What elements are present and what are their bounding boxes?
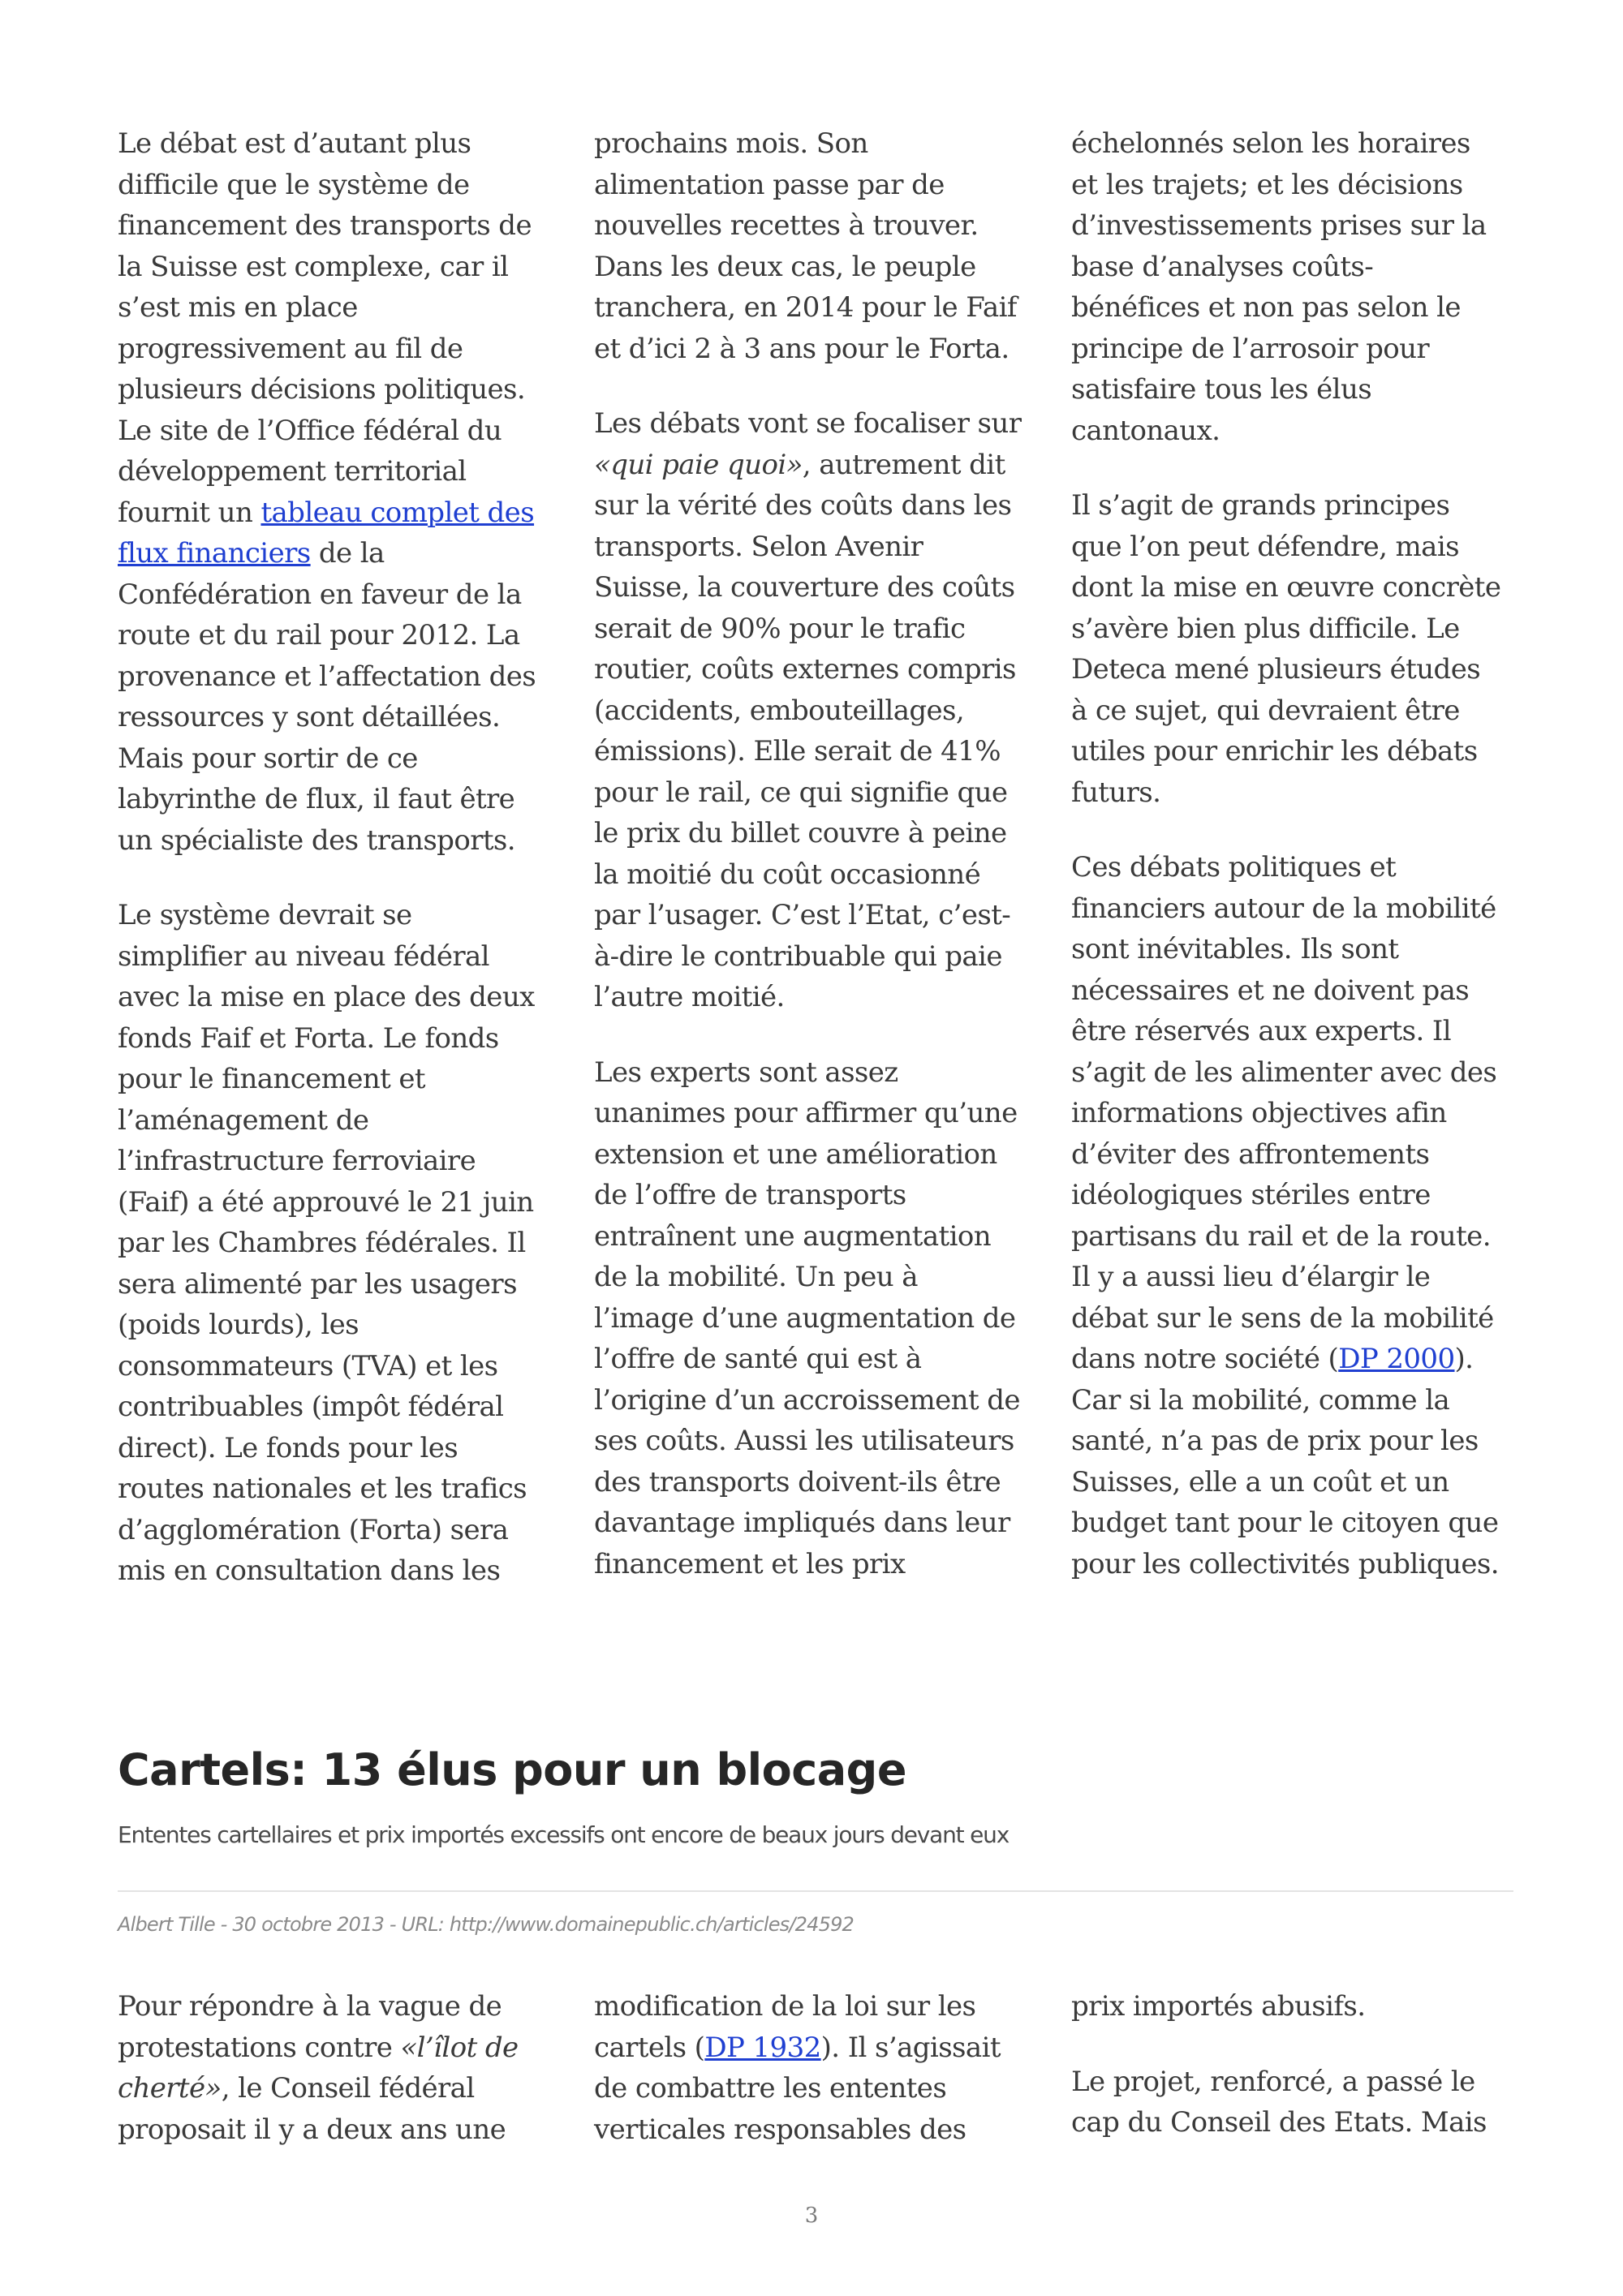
paragraph: Il s’agit de grands principes que l’on peut défendre, mais dont la mise en œuvre concrète s’avère bien plus difficile. Le Deteca mené plusieurs études à ce sujet, qui devraient être utiles pour enrichir les débats futurs. [1071,489,1501,809]
prev-article-column-1 [118,123,548,1626]
article-byline: Albert Tille - 30 octobre 2013 - URL: http://www.domainepublic.ch/articles/24592 [118,1913,855,1936]
dp-1932-link[interactable]: DP 1932 [704,2031,821,2064]
paragraph: Le projet, renforcé, a passé le cap du Conseil des Etats. Mais [1071,2065,1487,2139]
paragraph: Les débats vont se focaliser sur «qui paie quoi», autrement dit sur la vérité des coûts dans les transports. Selon Avenir Suisse, la couverture des coûts serait de 90% pour le trafic routier, coûts externes compris (accidents, embouteillages, émissions). Elle serait de 41% pour le rail, ce qui signifie que le prix du billet couvre à peine la moitié du coût occasionné par l’usager. C’est l’Etat, c’est-à-dire le contribuable qui paie l’autre moitié. [594,407,1022,1013]
paragraph: échelonnés selon les horaires et les trajets; et les décisions d’investissements prises sur la base d’analyses coûts-bénéfices et non pas selon le principe de l’arrosoir pour satisfaire tous les élus cantonaux. [1071,127,1487,447]
article-column-2 [594,1986,1024,2184]
paragraph: prochains mois. Son alimentation passe par de nouvelles recettes à trouver. Dans les deux cas, le peuple tranchera, en 2014 pour le Faif et d’ici 2 à 3 ans pour le Forta. [594,127,1017,365]
paragraph: Le débat est d’autant plus difficile que le système de financement des transports de la Suisse est complexe, car il s’est mis en place progressivement au fil de plusieurs décisions politiques. Le site de l’Office fédéral du développement territorial fournit un tableau complet des flux financiers de la Confédération en faveur de la route et du rail pour 2012. La provenance et l’affectation des ressources y sont détaillées. Mais pour sortir de ce labyrinthe de flux, il faut être un spécialiste des transports. [118,127,536,857]
quote-ilot-de-cherte: «l’îlot de cherté» [118,2031,519,2105]
paragraph: modification de la loi sur les cartels (DP 1932). Il s’agissait de combattre les ententes verticales responsables des [594,1990,1001,2146]
paragraph: Ces débats politiques et financiers autour de la mobilité sont inévitables. Ils sont nécessaires et ne doivent pas être réservés aux experts. Il s’agit de les alimenter avec des informations objectives afin d’éviter des affrontements idéologiques stériles entre partisans du rail et de la route. Il y a aussi lieu d’élargir le débat sur le sens de la mobilité dans notre société (DP 2000). Car si la mobilité, comme la santé, n’a pas de prix pour les Suisses, elle a un coût et un budget tant pour le citoyen que pour les collectivités publiques. [1071,851,1499,1580]
prev-article-column-2 [594,123,1024,1619]
prev-article-column-3 [1071,123,1501,1619]
article-column-3 [1071,1986,1501,2178]
article-subtitle: Ententes cartellaires et prix importés excessifs ont encore de beaux jours devant eux [118,1821,1010,1848]
paragraph: prix importés abusifs. [1071,1990,1366,2023]
article-column-1 [118,1986,548,2184]
paragraph: Le système devrait se simplifier au niveau fédéral avec la mise en place des deux fonds Faif et Forta. Le fonds pour le financement et l’aménagement de l’infrastructure ferroviaire (Faif) a été approuvé le 21 juin par les Chambres fédérales. Il sera alimenté par les usagers (poids lourds), les consommateurs (TVA) et les contribuables (impôt fédéral direct). Le fonds pour les routes nationales et les trafics d’agglomération (Forta) sera mis en consultation dans les [118,899,535,1587]
paragraph: Les experts sont assez unanimes pour affirmer qu’une extension et une amélioration de l’offre de transports entraînent une augmentation de la mobilité. Un peu à l’image d’une augmentation de l’offre de santé qui est à l’origine d’un accroissement de ses coûts. Aussi les utilisateurs des transports doivent-ils être davantage impliqués dans leur financement et les prix [594,1056,1020,1580]
dp-2000-link[interactable]: DP 2000 [1338,1343,1455,1375]
article-title: Cartels: 13 élus pour un blocage [118,1744,906,1795]
financial-flows-table-link[interactable]: tableau complet des flux financiers [118,496,535,570]
paragraph: Pour répondre à la vague de protestations contre «l’îlot de cherté», le Conseil fédéral proposait il y a deux ans une [118,1990,519,2146]
divider [118,1890,1513,1892]
quote-qui-paie-quoi: «qui paie quoi» [594,448,803,481]
page-number: 3 [804,2204,819,2228]
